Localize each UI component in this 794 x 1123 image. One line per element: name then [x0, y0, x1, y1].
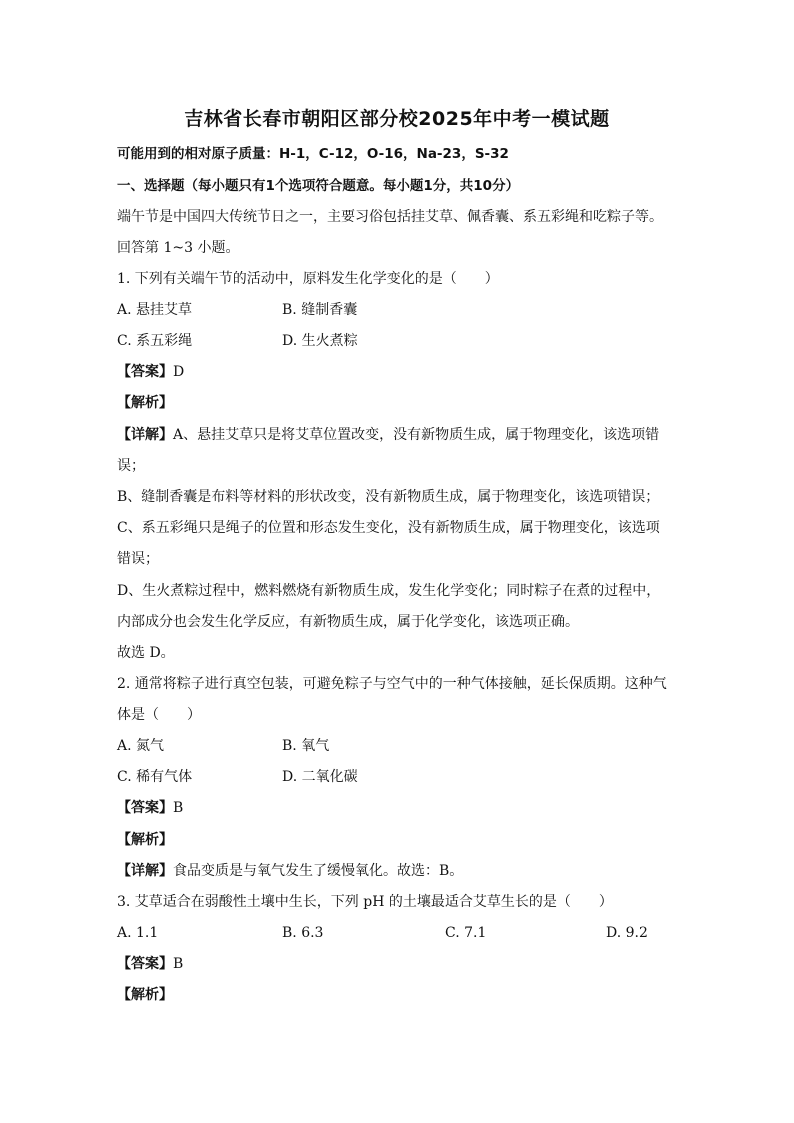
detail-text: C、系五彩绳只是绳子的位置和形态发生变化，没有新物质生成，属于物理变化，该选项: [117, 520, 660, 536]
conclusion: 故选 D。: [117, 645, 175, 661]
analysis-label: 【解析】: [117, 395, 173, 411]
detail-text: 内部成分也会发生化学反应，有新物质生成，属于化学变化，该选项正确。: [117, 614, 579, 630]
option-d: D. 生火煮粽: [282, 333, 358, 349]
option-b: B. 6.3: [282, 925, 324, 941]
option-a: A. 氮气: [117, 738, 165, 754]
detail-text: 错误；: [117, 551, 159, 567]
analysis-label: 【解析】: [117, 832, 173, 848]
analysis-line: [117, 393, 173, 413]
detail-text: B、缝制香囊是布料等材料的形状改变，没有新物质生成，属于物理变化，该选项错误；: [117, 489, 660, 505]
detail-line: [117, 425, 659, 445]
option-a: A. 1.1: [117, 925, 159, 941]
answer-line: [117, 954, 183, 974]
answer-line: [117, 798, 183, 818]
answer-value: B: [173, 956, 184, 972]
answer-label: 【答案】: [117, 800, 173, 816]
answer-value: D: [173, 364, 185, 380]
option-c: C. 7.1: [445, 925, 487, 941]
option-b: B. 氧气: [282, 738, 330, 754]
intro-line: 回答第 1~3 小题。: [117, 240, 240, 256]
detail-line: [117, 861, 463, 881]
question-stem: 体是（ ）: [117, 707, 201, 723]
section-heading: 一、选择题（每小题只有1个选项符合题意。每小题1分，共10分）: [117, 178, 520, 194]
detail-text: 误；: [117, 458, 145, 474]
question-stem: 3. 艾草适合在弱酸性土壤中生长，下列 pH 的土壤最适合艾草生长的是（ ）: [117, 894, 613, 910]
option-c: C. 稀有气体: [117, 769, 193, 785]
analysis-line: [117, 985, 173, 1005]
page-title: 吉林省长春市朝阳区部分校2025年中考一模试题: [184, 108, 610, 130]
detail-label: 【详解】: [117, 863, 173, 879]
intro-line: 端午节是中国四大传统节日之一，主要习俗包括挂艾草、佩香囊、系五彩绳和吃粽子等。: [117, 209, 663, 225]
question-stem: 1. 下列有关端午节的活动中，原料发生化学变化的是（ ）: [117, 271, 499, 287]
atomic-masses: 可能用到的相对原子质量：H-1，C-12，O-16，Na-23，S-32: [117, 146, 509, 162]
answer-label: 【答案】: [117, 956, 173, 972]
detail-text: D、生火煮粽过程中，燃料燃烧有新物质生成，发生化学变化；同时粽子在煮的过程中，: [117, 583, 661, 599]
option-d: D. 9.2: [606, 925, 648, 941]
detail-text: 食品变质是与氧气发生了缓慢氧化。故选：B。: [173, 863, 464, 879]
detail-label: 【详解】: [117, 427, 173, 443]
answer-value: B: [173, 800, 184, 816]
detail-text: A、悬挂艾草只是将艾草位置改变，没有新物质生成，属于物理变化，该选项错: [173, 427, 660, 443]
option-b: B. 缝制香囊: [282, 302, 358, 318]
analysis-line: [117, 830, 173, 850]
option-c: C. 系五彩绳: [117, 333, 193, 349]
option-a: A. 悬挂艾草: [117, 302, 193, 318]
analysis-label: 【解析】: [117, 987, 173, 1003]
option-d: D. 二氧化碳: [282, 769, 358, 785]
answer-label: 【答案】: [117, 364, 173, 380]
question-stem: 2. 通常将粽子进行真空包装，可避免粽子与空气中的一种气体接触，延长保质期。这种气: [117, 676, 667, 692]
answer-line: [117, 362, 184, 382]
